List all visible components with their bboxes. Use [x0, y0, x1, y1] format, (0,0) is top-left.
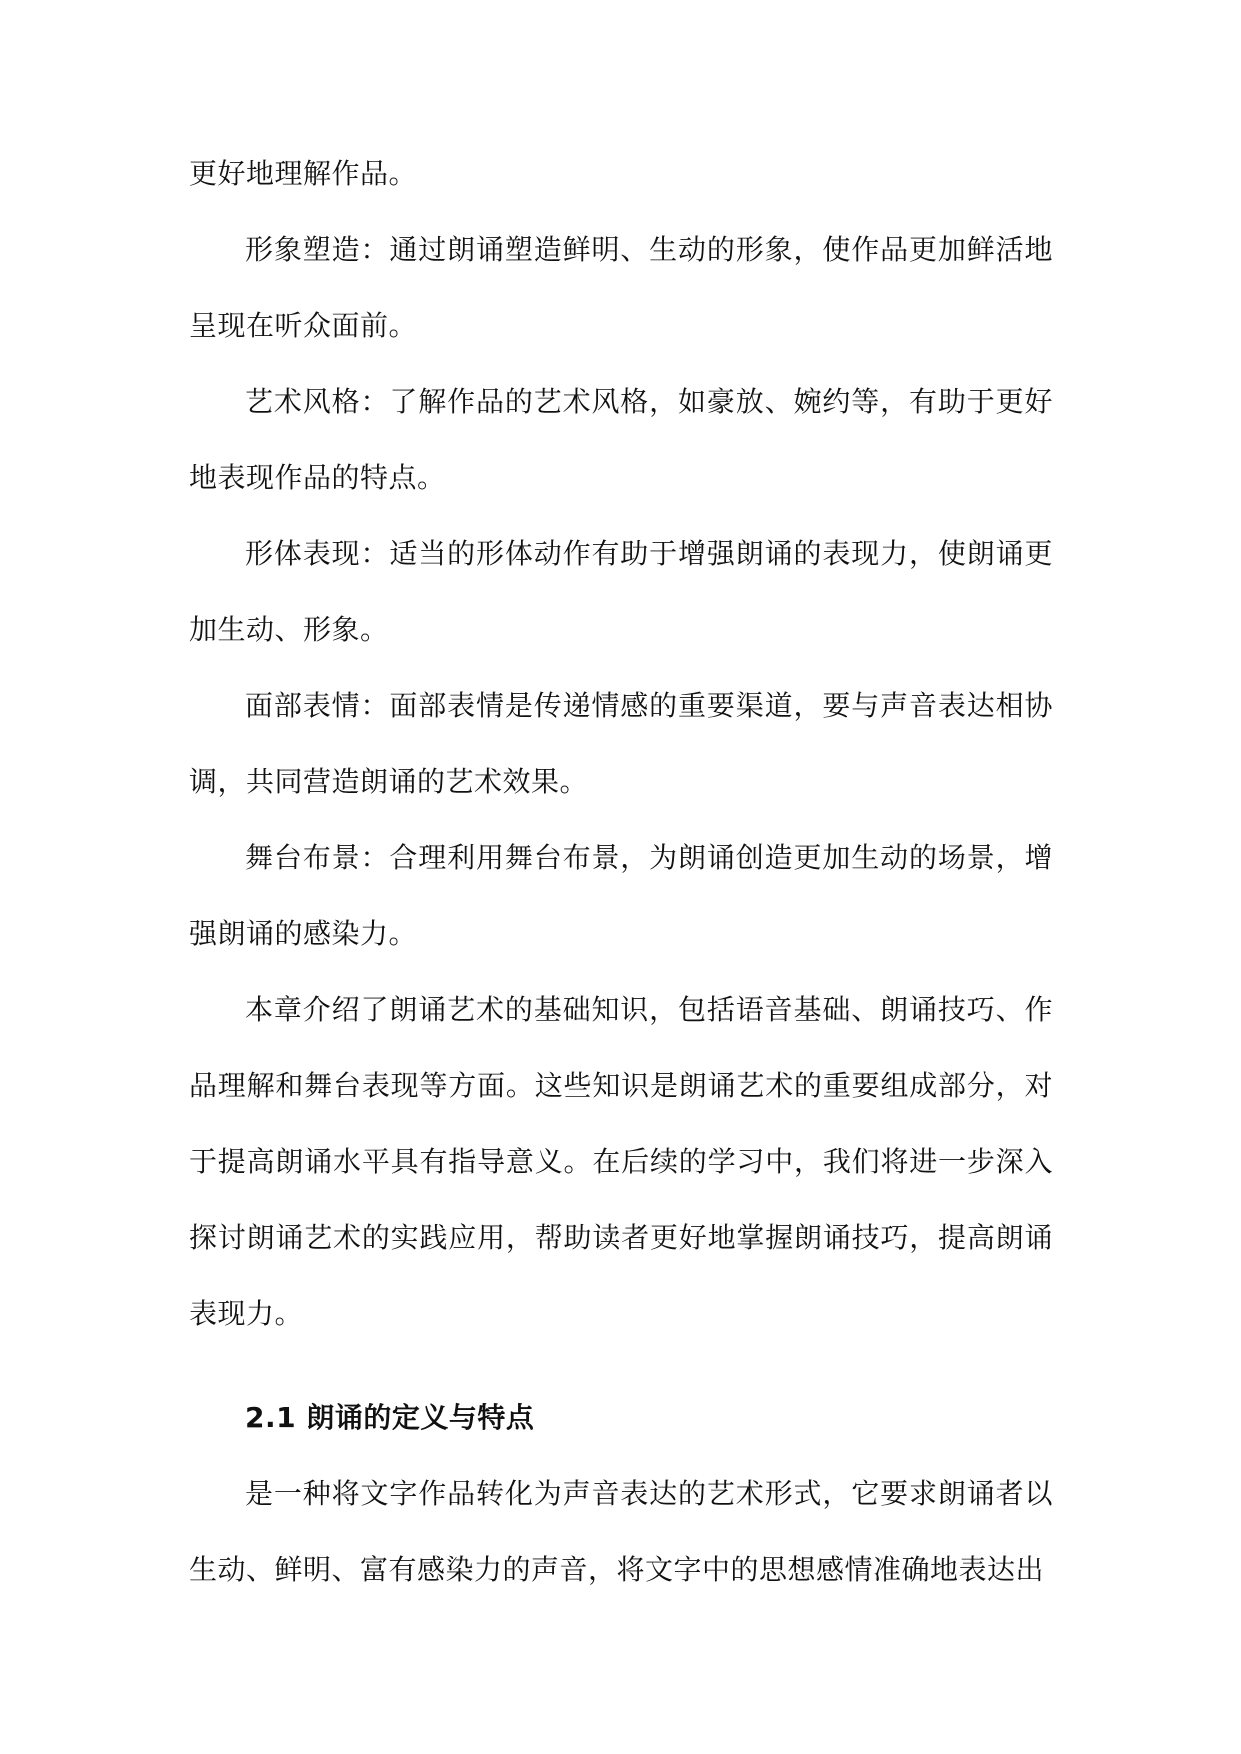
document-body [189, 136, 1053, 1608]
paragraph-chapter-summary: 本章介绍了朗诵艺术的基础知识，包括语音基础、朗诵技巧、作品理解和舞台表现等方面。这些知识是朗诵艺术的重要组成部分，对于提高朗诵水平具有指导意义。在后续的学习中，我们将进一步深入探讨朗诵艺术的实践应用，帮助读者更好地掌握朗诵技巧，提高朗诵表现力。 [189, 993, 1053, 1330]
paragraph-body-expression: 形体表现：适当的形体动作有助于增强朗诵的表现力，使朗诵更加生动、形象。 [189, 537, 1053, 646]
paragraph-image-shaping: 形象塑造：通过朗诵塑造鲜明、生动的形象，使作品更加鲜活地呈现在听众面前。 [189, 233, 1053, 342]
paragraph-continued: 更好地理解作品。 [189, 157, 418, 190]
paragraph-stage-scenery: 舞台布景：合理利用舞台布景，为朗诵创造更加生动的场景，增强朗诵的感染力。 [189, 841, 1053, 950]
paragraph-facial-expression: 面部表情：面部表情是传递情感的重要渠道，要与声音表达相协调，共同营造朗诵的艺术效果。 [189, 689, 1053, 798]
paragraph-section-intro: 是一种将文字作品转化为声音表达的艺术形式，它要求朗诵者以生动、鲜明、富有感染力的声音，将文字中的思想感情准确地表达出 [189, 1477, 1053, 1586]
paragraph-art-style: 艺术风格：了解作品的艺术风格，如豪放、婉约等，有助于更好地表现作品的特点。 [189, 385, 1053, 494]
section-heading: 2.1 朗诵的定义与特点 [245, 1401, 535, 1434]
